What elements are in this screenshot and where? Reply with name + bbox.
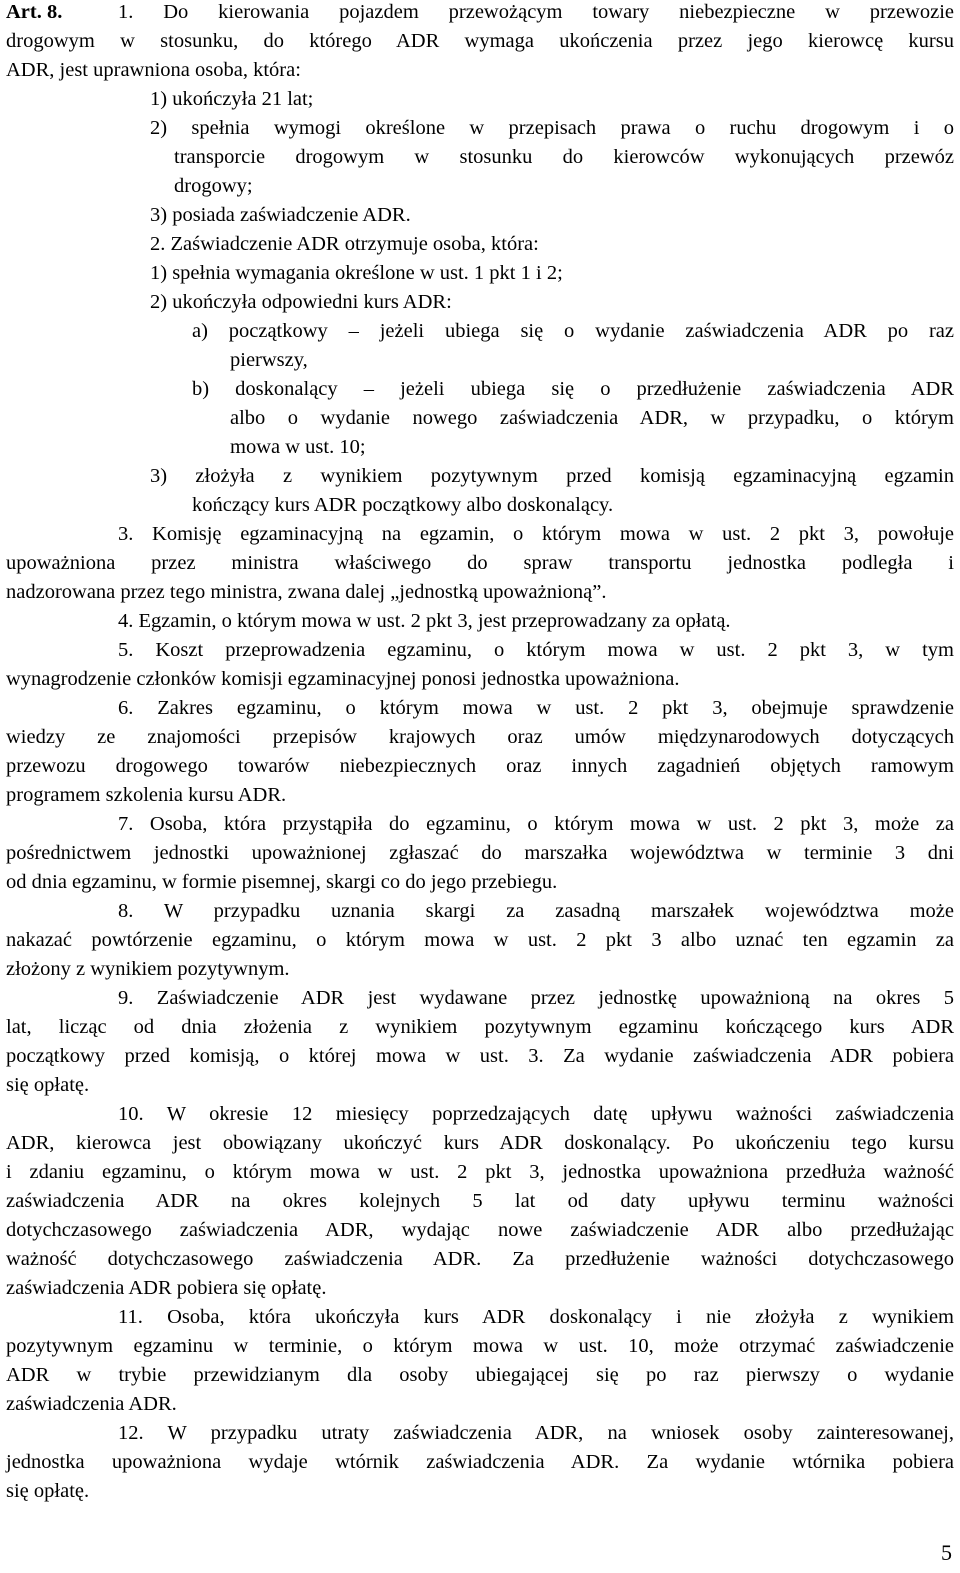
text-line: programem szkolenia kursu ADR. (6, 784, 287, 806)
text-line: 2) spełnia wymogi określone w przepisach prawa o ruchu drogowym i o (150, 117, 954, 139)
text-line: od dnia egzaminu, w formie pisemnej, skargi co do jego przebiegu. (6, 871, 558, 893)
text-line: nakazać powtórzenie egzaminu, o którym mowa w ust. 2 pkt 3 albo uznać ten egzamin za (6, 929, 954, 951)
text-line: 3. Komisję egzaminacyjną na egzamin, o którym mowa w ust. 2 pkt 3, powołuje (118, 523, 954, 545)
text-line: albo o wydanie nowego zaświadczenia ADR, w przypadku, o którym (230, 407, 954, 429)
text-line: lat, licząc od dnia złożenia z wynikiem pozytywnym egzaminu kończącego kurs ADR (6, 1016, 954, 1038)
text-line: 8. W przypadku uznania skargi za zasadną marszałek województwa może (118, 900, 954, 922)
text-line: 11. Osoba, która ukończyła kurs ADR doskonalący i nie złożyła z wynikiem (118, 1306, 954, 1328)
text-line: się opłatę. (6, 1480, 90, 1502)
page-number: 5 (941, 1540, 952, 1565)
text-line: wynagrodzenie członków komisji egzaminacyjnej ponosi jednostka upoważniona. (6, 668, 680, 690)
text-line: zaświadczenia ADR. (6, 1393, 177, 1415)
text-line: pośrednictwem jednostki upoważnionej zgłaszać do marszałka województwa w terminie 3 dni (6, 842, 954, 864)
text-line: 2) ukończyła odpowiedni kurs ADR: (150, 291, 452, 313)
text-line: drogowy; (174, 175, 253, 197)
text-line: 1) spełnia wymagania określone w ust. 1 pkt 1 i 2; (150, 262, 563, 284)
text-line: 7. Osoba, która przystąpiła do egzaminu, o którym mowa w ust. 2 pkt 3, może za (118, 813, 954, 835)
text-line: nadzorowana przez tego ministra, zwana dalej „jednostką upoważnioną”. (6, 581, 607, 603)
text-line: pozytywnym egzaminu w terminie, o którym mowa w ust. 10, może otrzymać zaświadczenie (6, 1335, 954, 1357)
text-line: kończący kurs ADR początkowy albo doskonalący. (192, 494, 614, 516)
text-line: dotychczasowego zaświadczenia ADR, wydając nowe zaświadczenie ADR albo przedłużając (6, 1219, 954, 1241)
text-line: 9. Zaświadczenie ADR jest wydawane przez jednostkę upoważnioną na okres 5 (118, 987, 954, 1009)
text-line: transporcie drogowym w stosunku do kierowców wykonujących przewóz (174, 146, 954, 168)
text-line: 12. W przypadku utraty zaświadczenia ADR, na wniosek osoby zainteresowanej, (118, 1422, 954, 1444)
text-line: 4. Egzamin, o którym mowa w ust. 2 pkt 3, jest przeprowadzany za opłatą. (118, 610, 731, 632)
text-line: zaświadczenia ADR pobiera się opłatę. (6, 1277, 327, 1299)
text-line: 3) posiada zaświadczenie ADR. (150, 204, 411, 226)
text-line: złożony z wynikiem pozytywnym. (6, 958, 290, 980)
text-line: a) początkowy – jeżeli ubiega się o wydanie zaświadczenia ADR po raz (192, 320, 954, 342)
text-line: mowa w ust. 10; (230, 436, 366, 458)
text-line: b) doskonalący – jeżeli ubiega się o przedłużenie zaświadczenia ADR (192, 378, 954, 400)
text-line: pierwszy, (230, 349, 308, 371)
text-line: się opłatę. (6, 1074, 90, 1096)
article-heading: Art. 8. (6, 1, 63, 23)
text-line: upoważniona przez ministra właściwego do spraw transportu jednostka podległa i (6, 552, 954, 574)
text-line: jednostka upoważniona wydaje wtórnik zaświadczenia ADR. Za wydanie wtórnika pobiera (6, 1451, 954, 1473)
text-line: 2. Zaświadczenie ADR otrzymuje osoba, która: (150, 233, 539, 255)
text-line: początkowy przed komisją, o której mowa w ust. 3. Za wydanie zaświadczenia ADR pobiera (6, 1045, 954, 1067)
text-line: 5. Koszt przeprowadzenia egzaminu, o którym mowa w ust. 2 pkt 3, w tym (118, 639, 954, 661)
text-line: 1. Do kierowania pojazdem przewożącym towary niebezpieczne w przewozie (118, 1, 954, 23)
text-line: zaświadczenia ADR na okres kolejnych 5 lat od daty upływu terminu ważności (6, 1190, 954, 1212)
text-line: ADR, jest uprawniona osoba, która: (6, 59, 301, 81)
text-line: wiedzy ze znajomości przepisów krajowych oraz umów międzynarodowych dotyczących (6, 726, 954, 748)
text-line: 3) złożyła z wynikiem pozytywnym przed komisją egzaminacyjną egzamin (150, 465, 954, 487)
text-line: ważność dotychczasowego zaświadczenia ADR. Za przedłużenie ważności dotychczasowego (6, 1248, 954, 1270)
text-line: drogowym w stosunku, do którego ADR wymaga ukończenia przez jego kierowcę kursu (6, 30, 954, 52)
text-line: 6. Zakres egzaminu, o którym mowa w ust. 2 pkt 3, obejmuje sprawdzenie (118, 697, 954, 719)
text-line: i zdaniu egzaminu, o którym mowa w ust. 2 pkt 3, jednostka upoważniona przedłuża ważność (6, 1161, 954, 1183)
text-line: 10. W okresie 12 miesięcy poprzedzających datę upływu ważności zaświadczenia (118, 1103, 954, 1125)
text-line: 1) ukończyła 21 lat; (150, 88, 314, 110)
text-line: przewozu drogowego towarów niebezpiecznych oraz innych zagadnień objętych ramowym (6, 755, 954, 777)
text-line: ADR, kierowca jest obowiązany ukończyć kurs ADR doskonalący. Po ukończeniu tego kursu (6, 1132, 954, 1154)
text-line: ADR w trybie przewidzianym dla osoby ubiegającej się po raz pierwszy o wydanie (6, 1364, 954, 1386)
